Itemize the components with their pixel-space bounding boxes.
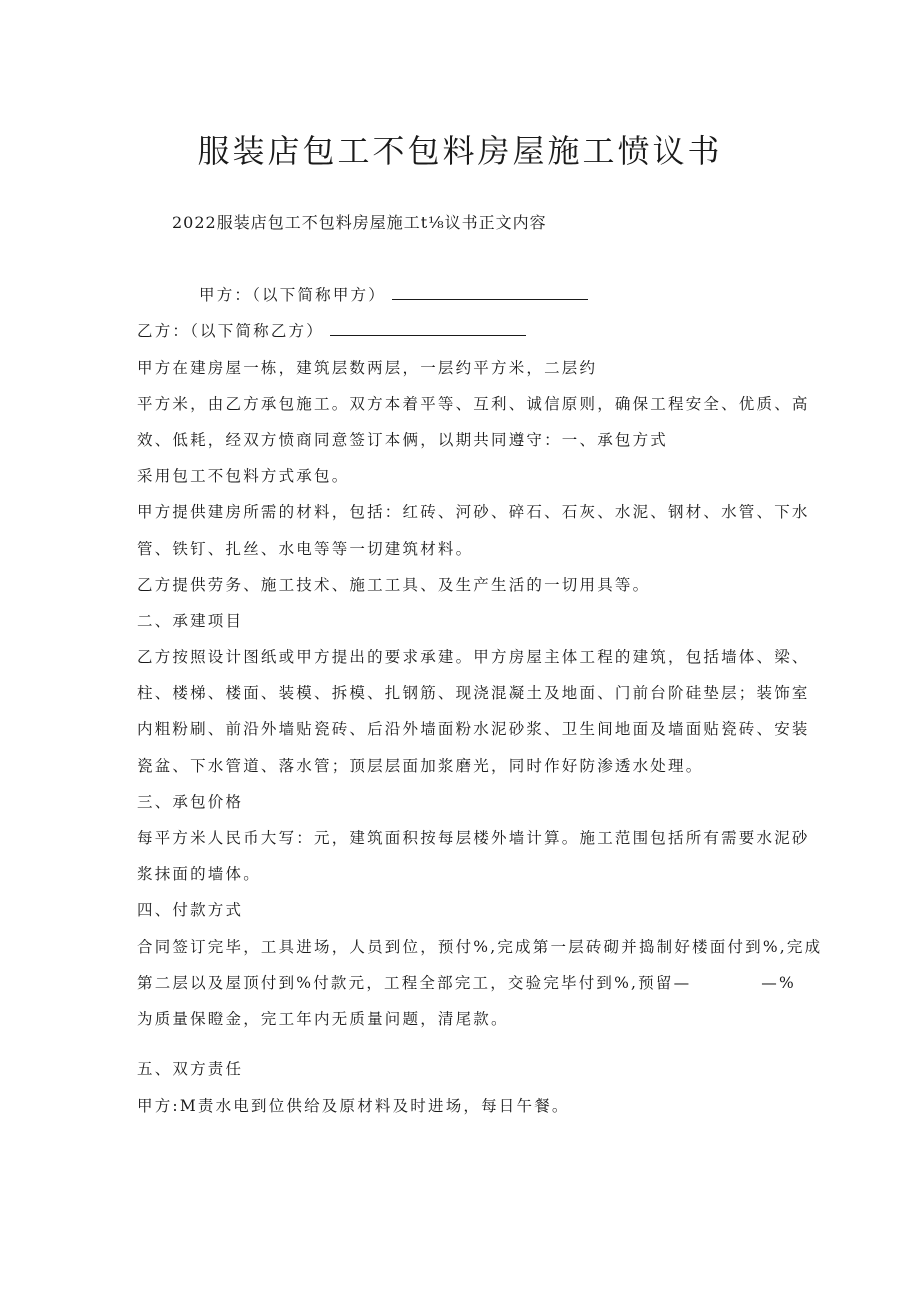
payment-line-text: 第二层以及屋顶付到%付款元，工程全部完工，交验完毕付到%,预留— bbox=[137, 974, 692, 992]
paragraph-line: 柱、楼梯、楼面、装模、拆模、扎钢筋、现浇混凝土及地面、门前台阶硅垫层；装饰室 bbox=[137, 684, 810, 702]
paragraph-line: 内粗粉刷、前沿外墙贴瓷砖、后沿外墙面粉水泥砂浆、卫生间地面及墙面贴瓷砖、安装 bbox=[137, 720, 810, 738]
paragraph-line: 甲方:M责水电到位供给及原材料及时进场，每日午餐。 bbox=[137, 1097, 570, 1115]
paragraph-line: 效、低耗，经双方愤商同意签订本俩，以期共同遵守：一、承包方式 bbox=[137, 431, 669, 449]
paragraph-line: 甲方提供建房所需的材料，包括：红砖、河砂、碎石、石灰、水泥、钢材、水管、下水 bbox=[137, 503, 810, 521]
party-a-line bbox=[199, 283, 588, 305]
paragraph-line: 平方米，由乙方承包施工。双方本着平等、互利、诚信原则，确保工程安全、优质、高 bbox=[137, 395, 810, 413]
paragraph-line: 乙方按照设计图纸或甲方提出的要求承建。甲方房屋主体工程的建筑，包括墙体、梁、 bbox=[137, 648, 810, 666]
section-heading: 三、承包价格 bbox=[137, 793, 244, 811]
paragraph-line: 甲方在建房屋一栋，建筑层数两层，一层约平方米，二层约 bbox=[137, 359, 598, 377]
paragraph-line: 乙方提供劳务、施工技术、施工工具、及生产生活的一切用具等。 bbox=[137, 576, 651, 594]
party-a-label: 甲方：（以下简称甲方） bbox=[199, 286, 386, 304]
section-heading: 五、双方责任 bbox=[137, 1060, 244, 1078]
document-subtitle: 2022服装店包工不包料房屋施工t⅛议书正文内容 bbox=[172, 213, 547, 232]
payment-percent: —% bbox=[761, 974, 796, 992]
party-b-line bbox=[137, 319, 526, 341]
paragraph-line: 管、铁钉、扎丝、水电等等一切建筑材料。 bbox=[137, 540, 474, 558]
section-heading: 四、付款方式 bbox=[137, 901, 244, 919]
paragraph-line bbox=[137, 971, 796, 993]
paragraph-line: 采用包工不包料方式承包。 bbox=[137, 467, 350, 485]
section-heading: 二、承建项目 bbox=[137, 612, 244, 630]
party-a-blank bbox=[392, 285, 588, 300]
paragraph-line: 每平方米人民币大写：元，建筑面积按每层楼外墙计算。施工范围包括所有需要水泥砂 bbox=[137, 829, 810, 847]
paragraph-line: 为质量保瞪金，完工年内无质量问题，清尾款。 bbox=[137, 1010, 509, 1028]
paragraph-line: 瓷盆、下水管道、落水管；顶层层面加浆磨光，同时作好防渗透水处理。 bbox=[137, 757, 704, 775]
paragraph-line: 浆抹面的墙体。 bbox=[137, 865, 261, 883]
party-b-blank bbox=[330, 321, 526, 336]
document-title: 服装店包工不包料房屋施工愤议书 bbox=[197, 132, 723, 170]
paragraph-line: 合同签订完毕，工具进场，人员到位，预付%,完成第一层砖砌并捣制好楼面付到%,完成 bbox=[137, 938, 823, 956]
party-b-label: 乙方：（以下简称乙方） bbox=[137, 322, 324, 340]
